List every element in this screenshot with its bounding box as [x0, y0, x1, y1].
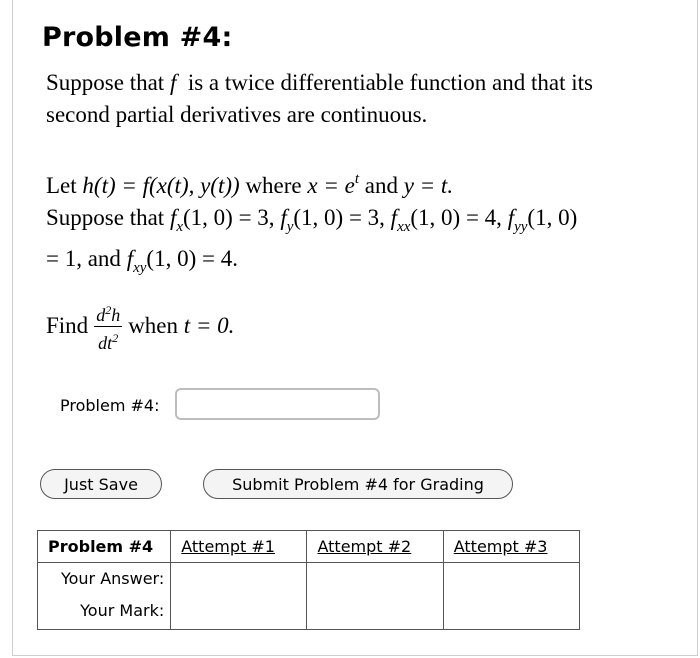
your-answer-label: Your Answer:: [60, 569, 165, 588]
problem-header-cell: Problem #4: [38, 531, 171, 563]
problem-find: [46, 294, 234, 358]
find-when: when: [128, 313, 184, 338]
attempts-header-row: [38, 531, 580, 563]
attempt-1-cell: [171, 531, 307, 563]
attempt-3-cell: [443, 531, 579, 563]
intro-line-1: Suppose that f is a twice differentiable function and that its: [46, 70, 593, 95]
given-line-3: = 1, and $f_{xy}(1$, 0) = 4.: [46, 246, 238, 276]
attempt-2-result: [307, 563, 443, 630]
just-save-button[interactable]: Just Save: [40, 469, 162, 499]
answer-input[interactable]: [175, 388, 380, 420]
second-derivative-fraction: $\frac{d^2h}{dt^2}$: [94, 300, 122, 353]
row-labels-cell: [38, 563, 171, 630]
problem-intro: [46, 67, 593, 131]
intro-line-2: second partial derivatives are continuous.: [46, 102, 428, 127]
given-line-1: Let h(t) = f(x(t), y(t)) where $x = e^t$ and y = t.: [46, 171, 454, 198]
answer-label: Problem #4:: [60, 396, 160, 415]
given-line-2: Suppose that $f_x(1$, 0) = 3, $f_y(1$, 0) = 3, $f_{xx}(1$, 0) = 4, $f_{yy}(1$, 0): [46, 205, 578, 235]
attempt-1-result: [171, 563, 307, 630]
attempts-body-row: [38, 563, 580, 630]
find-word: Find: [46, 313, 89, 338]
attempt-2-link[interactable]: Attempt #2: [317, 537, 412, 556]
attempts-table: [37, 530, 580, 630]
problem-given: [46, 163, 577, 284]
your-mark-label: Your Mark:: [80, 601, 165, 620]
problem-title: Problem #4:: [42, 22, 233, 53]
submit-button[interactable]: Submit Problem #4 for Grading: [203, 469, 513, 499]
attempt-3-link[interactable]: Attempt #3: [453, 537, 548, 556]
attempt-1-link[interactable]: Attempt #1: [181, 537, 275, 556]
attempt-2-cell: [307, 531, 443, 563]
find-condition: t = 0.: [183, 313, 235, 338]
attempt-3-result: [443, 563, 579, 630]
